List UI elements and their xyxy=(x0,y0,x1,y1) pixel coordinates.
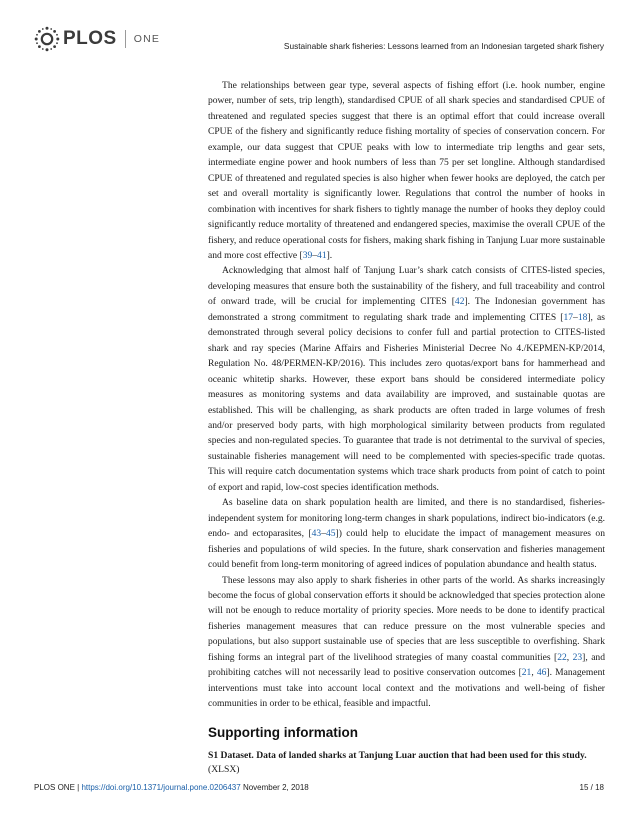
citation-link[interactable]: 21 xyxy=(521,667,532,679)
body-paragraph: These lessons may also apply to shark fisheries in other parts of the world. As sharks increasingly become the focus of global conservation efforts it should be acknowledged that species protection alone will not be enough to reduce mortality of priority species. More needs to be done to identify practical fisheries management measures that can reduce pressure on the most vulnerable species and populations, but also support sustainable use of species that are less susceptible to overfishing. Shark fishing forms an integral part of the livelihood strategies of many coastal communities [22, 23], and prohibiting catches will not necessarily lead to positive conservation outcomes [21, 46]. Management interventions must take into account local context and the motivations and well-being of fisher communities in order to be ethical, feasible and impactful. xyxy=(208,574,605,710)
body-paragraph: The relationships between gear type, several aspects of fishing effort (i.e. hook number, engine power, number of sets, trip length), standardised CPUE of all shark species and standardised CPUE of threatened and regulated species suggest that there is an optimal effort that could increase overall CPUE of the fishery and significantly reduce fishing mortality of species of conservation concern. For example, our data suggest that CPUE peaks with low to intermediate trip lengths and gear sets, intermediate engine power and hook numbers of less than 75 per set longline. Although standardised CPUE of threatened and regulated species is also higher when fewer hooks are deployed, the catch per set and overall mortality is significantly lower. Regulations that control the number of hooks in combination with incentives for shark fishers to tightly manage the number of hooks they deploy could significantly reduce mortality of threatened and endangered species, maximise the overall CPUE of the fishery, and reduce operational costs for fishers, making shark fishing in Tanjung Luar more sustainable and more cost effective [39–41]. xyxy=(208,80,605,261)
s1-dataset-link[interactable]: S1 Dataset. Data of landed sharks at Tanjung Luar auction that had been used for this study. xyxy=(208,749,587,761)
footer-separator: | xyxy=(77,783,80,792)
body-paragraph: As baseline data on shark population health are limited, and there is no standardised, fisheries-independent system for monitoring long-term changes in shark populations, indirect bio-indicators (e.g. endo- and ectoparasites, [43–45]) could help to elucidate the impact of management measures on fisheries and populations of wild species. In the future, shark conservation and fisheries management could benefit from long-term monitoring of agreed indices of population abundance and health status. xyxy=(208,497,605,571)
citation-link[interactable]: 41 xyxy=(317,249,327,261)
citation-link[interactable]: 39 xyxy=(302,249,313,261)
article-body xyxy=(208,78,605,777)
plos-logo[interactable] xyxy=(34,26,160,52)
page-header xyxy=(0,0,638,60)
footer-journal: PLOS ONE xyxy=(34,783,75,792)
page-number: 15 / 18 xyxy=(579,783,604,792)
supporting-information-heading: Supporting information xyxy=(208,724,358,740)
citation-link[interactable]: 45 xyxy=(325,528,336,540)
logo-divider xyxy=(125,30,126,48)
footer-doi-link[interactable]: https://doi.org/10.1371/journal.pone.0206437 xyxy=(81,783,241,792)
citation-link[interactable]: 22 xyxy=(557,651,567,663)
running-title: Sustainable shark fisheries: Lessons learned from an Indonesian targeted shark fishery xyxy=(283,41,604,51)
citation-link[interactable]: 17 xyxy=(563,311,574,323)
citation-link[interactable]: 43 xyxy=(311,528,322,540)
s1-dataset-format: (XLSX) xyxy=(208,763,240,775)
page-footer xyxy=(34,783,604,792)
body-paragraph: Acknowledging that almost half of Tanjung Luar’s shark catch consists of CITES-listed species, developing measures that ensure both the sustainability of the fishery, and full traceability and control of onward trade, will be crucial for implementing CITES [42]. The Indonesian government has demonstrated a strong commitment to regulating shark trade and implementing CITES [17–18], as demonstrated through several policy decisions to confer full and partial protection to CITES-listed shark and ray species (Marine Affairs and Fisheries Ministerial Decree No 4./KEPMEN-KP/2014, Regulation No. 48/PERMEN-KP/2016). This includes zero quotas/export bans for hammerhead and oceanic whitetip sharks. However, these export bans should be considered intermediate policy measures as monitoring systems and data availability are improved, and sustainable quotas are established. This will be challenging, as shark products are often traded in large volumes of fresh and/or preserved body parts, with high morphological similarity between products from regulated species and non-regulated species. To guarantee that trade is not detrimental to the survival of species, sustainable fisheries management will need to be complemented with species-specific trade quotas. This will require catch documentation systems which trace shark products from point of catch to point of export and rapid, low-cost species identification methods. xyxy=(208,265,605,493)
plos-sun-icon xyxy=(34,26,60,52)
citation-link[interactable]: 23 xyxy=(572,651,583,663)
citation-link[interactable]: 42 xyxy=(454,296,465,308)
footer-citation xyxy=(34,783,309,792)
logo-journal-name: ONE xyxy=(133,33,161,45)
logo-wordmark: PLOS xyxy=(63,28,117,49)
citation-link[interactable]: 46 xyxy=(536,667,547,679)
citation-link[interactable]: 18 xyxy=(577,311,588,323)
footer-date: November 2, 2018 xyxy=(242,783,309,792)
